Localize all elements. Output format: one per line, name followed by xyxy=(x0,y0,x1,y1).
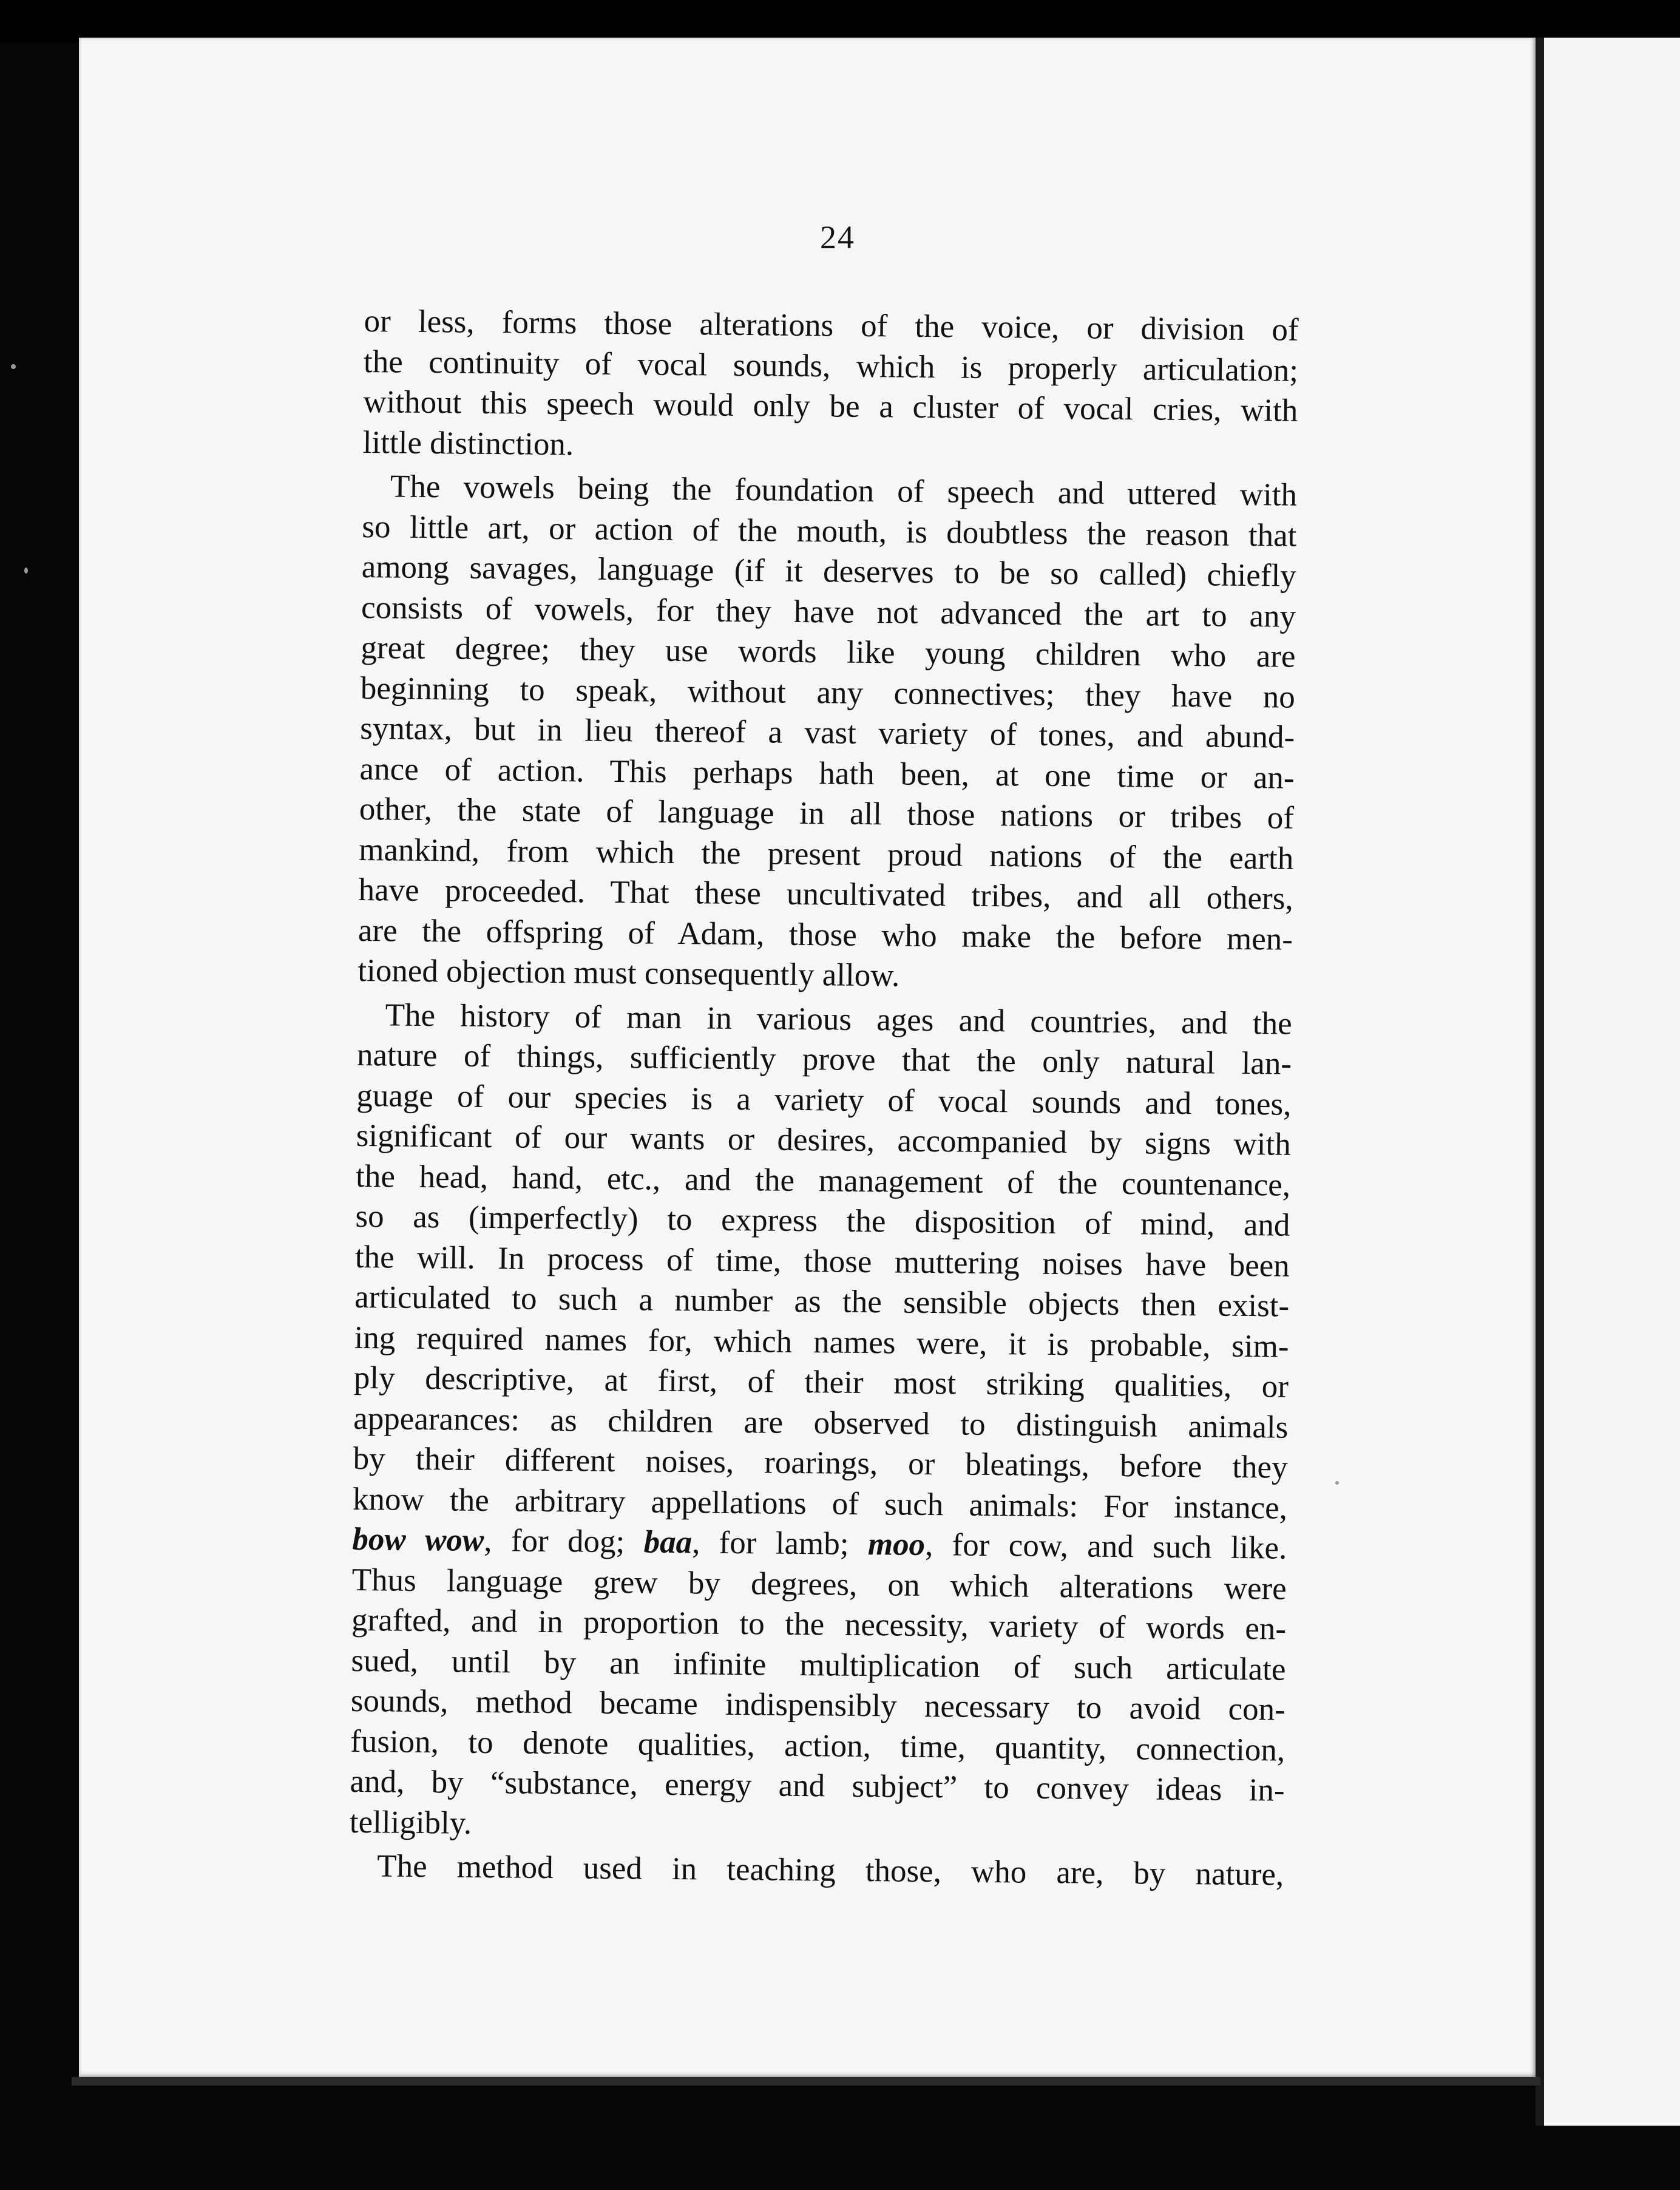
text-fragment: , for lamb; xyxy=(691,1525,869,1562)
text-line: little distinction. xyxy=(362,424,574,462)
text-line: great degree; they use words like young children who are xyxy=(361,629,1296,674)
text-line: The history of man in various ages and countries, and the xyxy=(385,997,1292,1042)
text-line: grafted, and in proportion to the necessity, variety of words en- xyxy=(351,1602,1287,1647)
text-line: mankind, from which the present proud nations of the earth xyxy=(359,832,1294,876)
text-line: telligibly. xyxy=(349,1804,472,1841)
text-line: syntax, but in lieu thereof a vast variety of tones, and abund- xyxy=(359,710,1295,755)
text-line: without this speech would only be a cluster of vocal cries, with xyxy=(363,384,1298,429)
text-line: articulated to such a number as the sensible objects then exist- xyxy=(354,1279,1290,1324)
text-line: Thus language grew by degrees, on which alterations were xyxy=(351,1562,1287,1607)
text-line: tioned objection must consequently allow. xyxy=(357,952,900,994)
paragraph-4 xyxy=(349,1846,1284,1895)
text-line: consists of vowels, for they have not advanced the art to any xyxy=(361,589,1296,634)
text-line: are the offspring of Adam, those who make the before men- xyxy=(357,912,1293,957)
text-line: The vowels being the foundation of speech and uttered with xyxy=(390,469,1298,513)
italic-word: baa xyxy=(643,1524,693,1561)
text-line: among savages, language (if it deserves to be so called) chiefly xyxy=(361,549,1297,594)
text-line: the head, hand, etc., and the management of the countenance, xyxy=(355,1158,1291,1203)
text-line: ance of action. This perhaps hath been, at one time or an- xyxy=(359,751,1295,796)
scan-speck xyxy=(11,364,16,369)
facing-page-edge xyxy=(1536,38,1680,2126)
text-line: ing required names for, which names were, it is probable, sim- xyxy=(354,1320,1289,1365)
text-line: fusion, to denote qualities, action, time, quantity, connection, xyxy=(350,1723,1285,1768)
text-line: The method used in teaching those, who are, by nature, xyxy=(376,1848,1284,1893)
scan-border-top xyxy=(0,0,1680,42)
scan-speck xyxy=(1335,1481,1339,1485)
scan-speck xyxy=(24,568,28,574)
text-line: sounds, method became indispensibly necessary to avoid con- xyxy=(350,1683,1286,1727)
text-line: or less, forms those alterations of the voice, or division of xyxy=(364,303,1299,348)
text-fragment: , for cow, and such like. xyxy=(924,1527,1287,1566)
paragraph-2 xyxy=(357,466,1297,1000)
paragraph-3 xyxy=(350,994,1292,1851)
body-text xyxy=(349,301,1299,1899)
italic-word: moo xyxy=(867,1527,926,1562)
paragraph-1 xyxy=(362,301,1298,472)
text-line: ply descriptive, at first, of their most striking qualities, or xyxy=(353,1360,1289,1405)
text-line: the will. In process of time, those muttering noises have been xyxy=(354,1239,1290,1284)
text-line: beginning to speak, without any connectives; they have no xyxy=(360,670,1296,715)
text-line: sued, until by an infinite multiplication of such articulate xyxy=(351,1642,1286,1687)
italic-word: bow wow xyxy=(352,1521,484,1558)
text-line: so little art, or action of the mouth, is doubtless the reason that xyxy=(362,509,1297,554)
text-line: so as (imperfectly) to express the disposition of mind, and xyxy=(355,1198,1290,1243)
page-number: 24 xyxy=(820,219,855,256)
text-line: the continuity of vocal sounds, which is properly articulation; xyxy=(363,344,1299,388)
page-bottom-shadow xyxy=(72,2077,1540,2086)
text-line: significant of our wants or desires, accompanied by signs with xyxy=(356,1117,1292,1162)
text-fragment: , for dog; xyxy=(484,1522,644,1560)
text-line: other, the state of language in all those nations or tribes of xyxy=(359,791,1295,836)
text-line: appearances: as children are observed to distinguish animals xyxy=(353,1400,1289,1445)
text-line: nature of things, sufficiently prove that the only natural lan- xyxy=(356,1037,1292,1082)
text-line: guage of our species is a variety of vocal sounds and tones, xyxy=(356,1077,1292,1122)
text-line: by their different noises, roarings, or bleatings, before they xyxy=(353,1440,1288,1485)
text-line: and, by “substance, energy and subject” to convey ideas in- xyxy=(350,1763,1285,1808)
text-line: know the arbitrary appellations of such animals: For instance, xyxy=(352,1481,1288,1526)
text-line: have proceeded. That these uncultivated tribes, and all others, xyxy=(358,872,1293,917)
